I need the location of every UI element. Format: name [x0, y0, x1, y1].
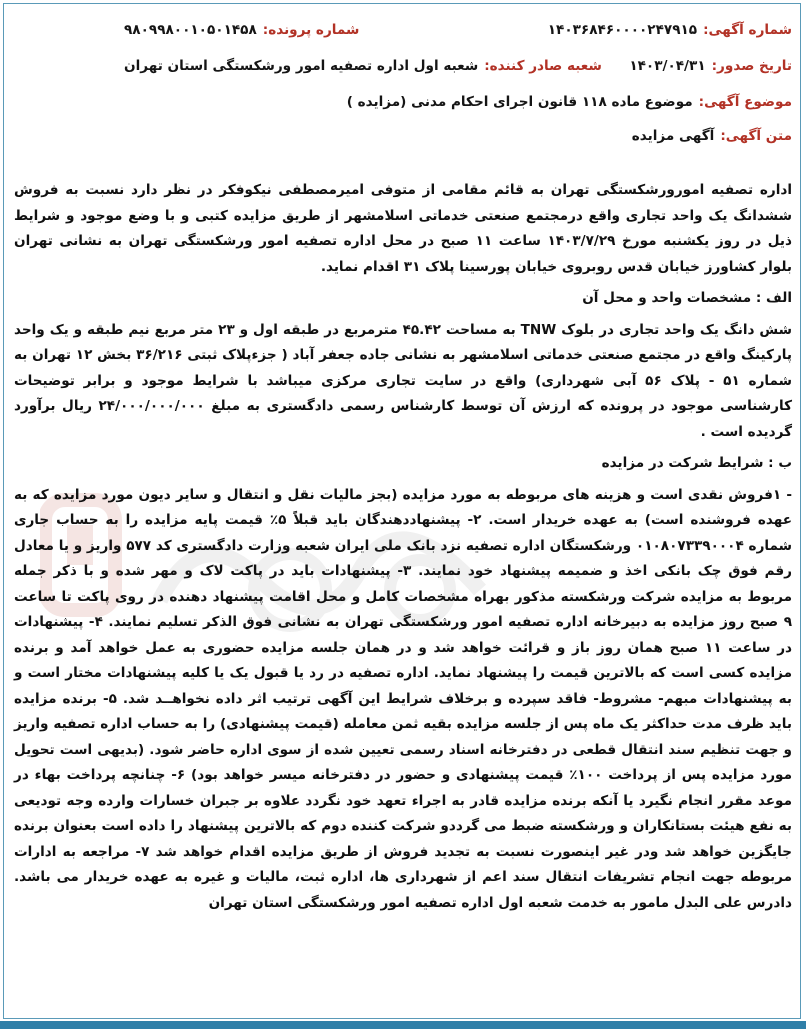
meta-row-2 [14, 58, 792, 86]
ad-number-value: ۱۴۰۳۶۸۴۶۰۰۰۰۲۴۷۹۱۵ [547, 22, 698, 38]
issuer-label: شعبه صادر کننده: [484, 58, 602, 74]
section-b-paragraph: - ۱فروش نقدی است و هزینه های مربوطه به مورد مزایده (بجز مالیات نقل و انتقال و سایر دیون مورد مزایده که به عهده فروشنده است) به عهده خریدار است. ۲- پیشنهاددهندگان باید قبلاً ۵٪ قیمت پایه مزایده را به حساب جاری شماره ۰۱۰۸۰۷۳۳۹۰۰۰۴ ورشکستگان اداره تصفیه نزد بانک ملی ایران شعبه وزارت دادگستری کد ۵۷۷ واریز و یا معادل رقم فوق چک بانکی اخذ و ضمیمه پیشنهاد خود نمایند. ۳- پیشنهادات باید در پاکت لاک و مهر شده و با ذکر جمله مربوط به مزایده شرکت ورشکسته مذکور بهراه مشخصات کامل و محل اقامت پیشنهاد دهنده در روی پاکت تا ساعت ۹ صبح روز مزایده به دبیرخانه اداره تصفیه امور ورشکستگی تهران به نشانی فوق الذکر تسلیم نمایند. ۴- پیشنهادات در ساعت ۱۱ صبح همان روز باز و قرائت خواهد شد و در همان جلسه مزایده حضوری به عمل خواهد آمد و برنده مزایده کسی است که بالاترین قیمت را پیشنهاد نماید. اداره تصفیه در رد یا قبول یک یا کلیه پیشنهادات مختار است و به پیشنهادات مبهم- مشروط- فاقد سپرده و برخلاف شرایط این آگهی ترتیب اثر داده نخواهــد شد. ۵- برنده مزایده باید ظرف مدت حداکثر یک ماه پس از جلسه مزایده بقیه ثمن معامله (قیمت پیشنهادی) را به حساب اداره تصفیه واریز و جهت تنظیم سند انتقال قطعی در دفترخانه اسناد رسمی تعیین شده از سوی اداره حاضر شود. (بدیهی است تحویل مورد مزایده پس از پرداخت ۱۰۰٪ قیمت پیشنهادی و حضور در دفترخانه میسر خواهد بود) ۶- چنانچه پرداخت بهاء در موعد مقرر انجام نگیرد یا آنکه برنده مزایده قادر به اجراء تعهد خود نگردد علاوه بر جبران خسارات وارده وجه تودیعی به نفع هیئت بستانکاران و ورشکسته ضبط می گرددو شرکت کننده دوم که بالاترین پیشنهاد را داده است بعنوان برنده جایگزین خواهد شد ودر غیر اینصورت نسبت به تجدید فروش از طریق مزایده اقدام خواهد شد ۷- مراجعه به ادارات مربوطه جهت انجام تشریفات انتقال سند اعم از شهرداری ها، اداره ثبت، مالیات و غیره به عهده خریدار می باشد. دادرس علی البدل مامور به خدمت شعبه اول اداره تصفیه امور ورشکستگی استان تهران [14, 486, 792, 911]
issue-date-label: تاریخ صدور: [711, 58, 792, 74]
issue-date [629, 58, 792, 74]
case-number-value: ۹۸۰۹۹۸۰۰۱۰۵۰۱۴۵۸ [124, 22, 257, 38]
issuer [124, 58, 602, 74]
issuer-value: شعبه اول اداره تصفیه امور ورشکستگی استان تهران [124, 58, 479, 74]
case-number-label: شماره پرونده: [262, 22, 360, 38]
bottom-bar [0, 1021, 806, 1029]
subject-row [14, 94, 792, 110]
section-b-title: ب : شرایط شرکت در مزایده [601, 455, 792, 471]
ad-number-label: شماره آگهی: [703, 22, 792, 38]
ad-text-value: آگهی مزایده [631, 128, 715, 144]
section-a-title: الف : مشخصات واحد و محل آن [582, 290, 792, 306]
subject-value: موضوع ماده ۱۱۸ قانون اجرای احکام مدنی (مزایده ) [346, 94, 693, 110]
ad-number [548, 22, 792, 38]
ad-text-row [14, 128, 792, 144]
subject-label: موضوع آگهی: [698, 94, 792, 110]
ad-document [14, 22, 792, 916]
intro-paragraph: اداره تصفیه امورورشکستگی تهران به قائم مقامی از متوفی امیرمصطفی نیکوفکر در نظر دارد نسبت به فروش ششدانگ یک واحد تجاری واقع درمجتمع صنعتی خدماتی اسلامشهر از طریق مزایده کتبی و با وضع موجود و شرایط ذیل در روز یکشنبه مورخ ۱۴۰۳/۷/۲۹ ساعت ۱۱ صبح در محل اداره تصفیه امور ورشکستگی تهران به نشانی تهران بلوار کشاورز خیابان قدس روبروی خیابان پورسینا پلاک ۳۱ اقدام نماید. [14, 182, 793, 275]
section-a-paragraph: شش دانگ یک واحد تجاری در بلوک TNW به مساحت ۴۵.۴۲ مترمربع در طبقه اول و ۲۳ متر مربع نیم طبقه و یک واحد پارکینگ واقع در مجتمع صنعتی خدماتی اسلامشهر به نشانی جاده جعفر آباد ( جزءپلاک ثبتی ۳۶/۲۱۶ بخش ۱۲ تهران به شماره ۵۱ - پلاک ۵۶ آبی شهرداری) واقع در سایت تجاری مرکزی میباشد با شرایط موجود و برابر توضیحات کارشناسی موجود در پرونده که ارزش آن توسط کارشناس رسمی دادگستری به مبلغ ۲۴/۰۰۰/۰۰۰/۰۰۰ ریال برآورد گردیده است . [14, 321, 792, 440]
ad-text-label: متن آگهی: [720, 128, 792, 144]
issue-date-value: ۱۴۰۳/۰۴/۳۱ [629, 58, 706, 74]
case-number [124, 22, 359, 38]
meta-row-1 [14, 22, 792, 50]
